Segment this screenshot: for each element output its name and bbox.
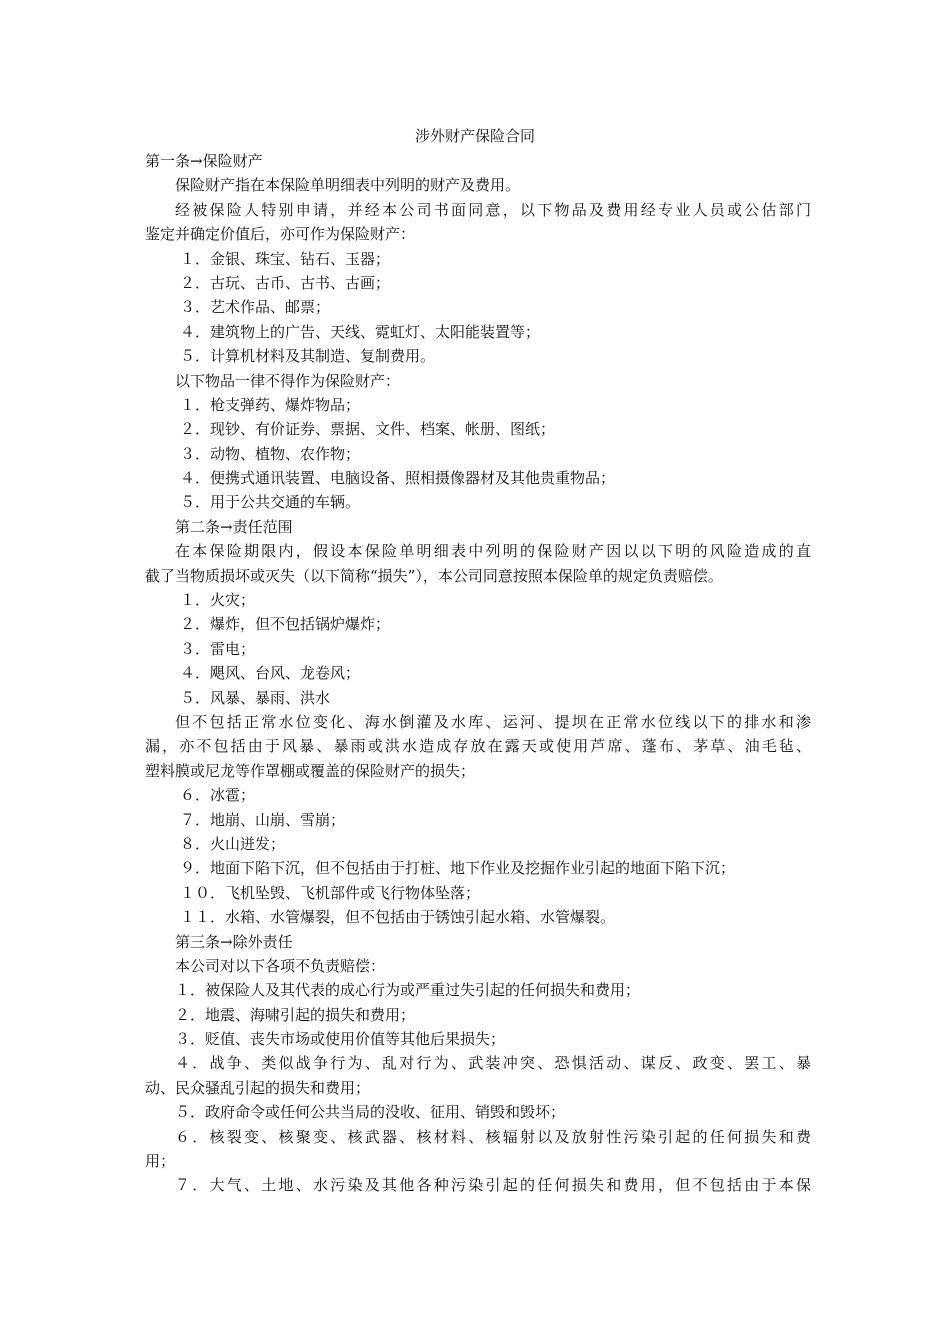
text-line: 第三条→除外责任: [175, 932, 293, 951]
text-line: 漏，亦不包括由于风暴、暴雨或洪水造成存放在露天或使用芦席、蓬布、茅草、油毛毡、: [145, 737, 811, 756]
text-line: ５．计算机材料及其制造、复制费用。: [180, 347, 436, 366]
text-line: ２．地震、海啸引起的损失和费用；: [175, 1005, 416, 1024]
text-line: ２．现钞、有价证券、票据、文件、档案、帐册、图纸；: [180, 420, 556, 439]
text-line: 本公司对以下各项不负责赔偿：: [175, 956, 386, 975]
text-line: 截了当物质损坏或灭失（以下简称“损失”），本公司同意按照本保险单的规定负责赔偿。: [145, 566, 723, 585]
text-line: １．被保险人及其代表的成心行为或严重过失引起的任何损失和费用；: [175, 981, 641, 1000]
document-title: 涉外财产保险合同: [414, 127, 535, 145]
text-line: ３．雷电；: [180, 639, 256, 658]
text-line: ６．核裂变、核聚变、核武器、核材料、核辐射以及放射性污染引起的任何损失和费: [175, 1127, 811, 1146]
text-line: 塑料膜或尼龙等作罩棚或覆盖的保险财产的损失；: [145, 761, 476, 780]
text-line: ４．飓风、台风、龙卷风；: [180, 664, 361, 683]
text-line: 第二条→责任范围: [175, 517, 293, 536]
text-line: 鉴定并确定价值后，亦可作为保险财产：: [145, 225, 416, 244]
text-line: 以下物品一律不得作为保险财产：: [175, 371, 401, 390]
text-line: １１．水箱、水管爆裂，但不包括由于锈蚀引起水箱、水管爆裂。: [180, 908, 616, 927]
text-line: １．枪支弹药、爆炸物品；: [180, 395, 361, 414]
text-line: 在本保险期限内，假设本保险单明细表中列明的保险财产因以以下明的风险造成的直: [175, 542, 811, 561]
text-line: １．火灾；: [180, 591, 256, 610]
text-line: １０．飞机坠毁、飞机部件或飞行物体坠落；: [180, 883, 481, 902]
text-line: 保险财产指在本保险单明细表中列明的财产及费用。: [175, 176, 521, 195]
text-line: ５．政府命令或任何公共当局的没收、征用、销毁和毁坏；: [175, 1103, 566, 1122]
text-line: ３．艺术作品、邮票；: [180, 298, 331, 317]
text-line: ２．爆炸，但不包括锅炉爆炸；: [180, 615, 391, 634]
text-line: ８．火山迸发；: [180, 834, 286, 853]
text-line: ２．古玩、古币、古书、古画；: [180, 273, 391, 292]
text-line: ９．地面下陷下沉，但不包括由于打桩、地下作业及挖掘作业引起的地面下陷下沉；: [180, 859, 736, 878]
text-line: ７．地崩、山崩、雪崩；: [180, 810, 346, 829]
text-line: ５．用于公共交通的车辆。: [180, 493, 361, 512]
text-line: ７．大气、土地、水污染及其他各种污染引起的任何损失和费用，但不包括由于本保: [175, 1176, 811, 1195]
document-body: [145, 149, 811, 1198]
text-line: ４．建筑物上的广告、天线、霓虹灯、太阳能装置等；: [180, 322, 541, 341]
text-line: １．金银、珠宝、钻石、玉器；: [180, 249, 391, 268]
text-line: ３．动物、植物、农作物；: [180, 444, 361, 463]
text-line: 用；: [145, 1152, 176, 1171]
text-line: ５．风暴、暴雨、洪水: [180, 688, 331, 707]
text-line: ４．战争、类似战争行为、乱对行为、武装冲突、恐惧活动、谋反、政变、罢工、暴: [175, 1054, 811, 1073]
text-line: 但不包括正常水位变化、海水倒灌及水库、运河、提坝在正常水位线以下的排水和渗: [175, 712, 811, 731]
text-line: 第一条→保险财产: [145, 152, 263, 170]
text-line: 动、民众骚乱引起的损失和费用；: [145, 1078, 371, 1097]
text-line: 经被保险人特别申请，并经本公司书面同意，以下物品及费用经专业人员或公估部门: [175, 200, 811, 219]
text-line: ４．便携式通讯装置、电脑设备、照相摄像器材及其他贵重物品；: [180, 469, 616, 488]
text-line: ３．贬值、丧失市场或使用价值等其他后果损失；: [175, 1030, 506, 1049]
text-line: ６．冰雹；: [180, 786, 256, 805]
